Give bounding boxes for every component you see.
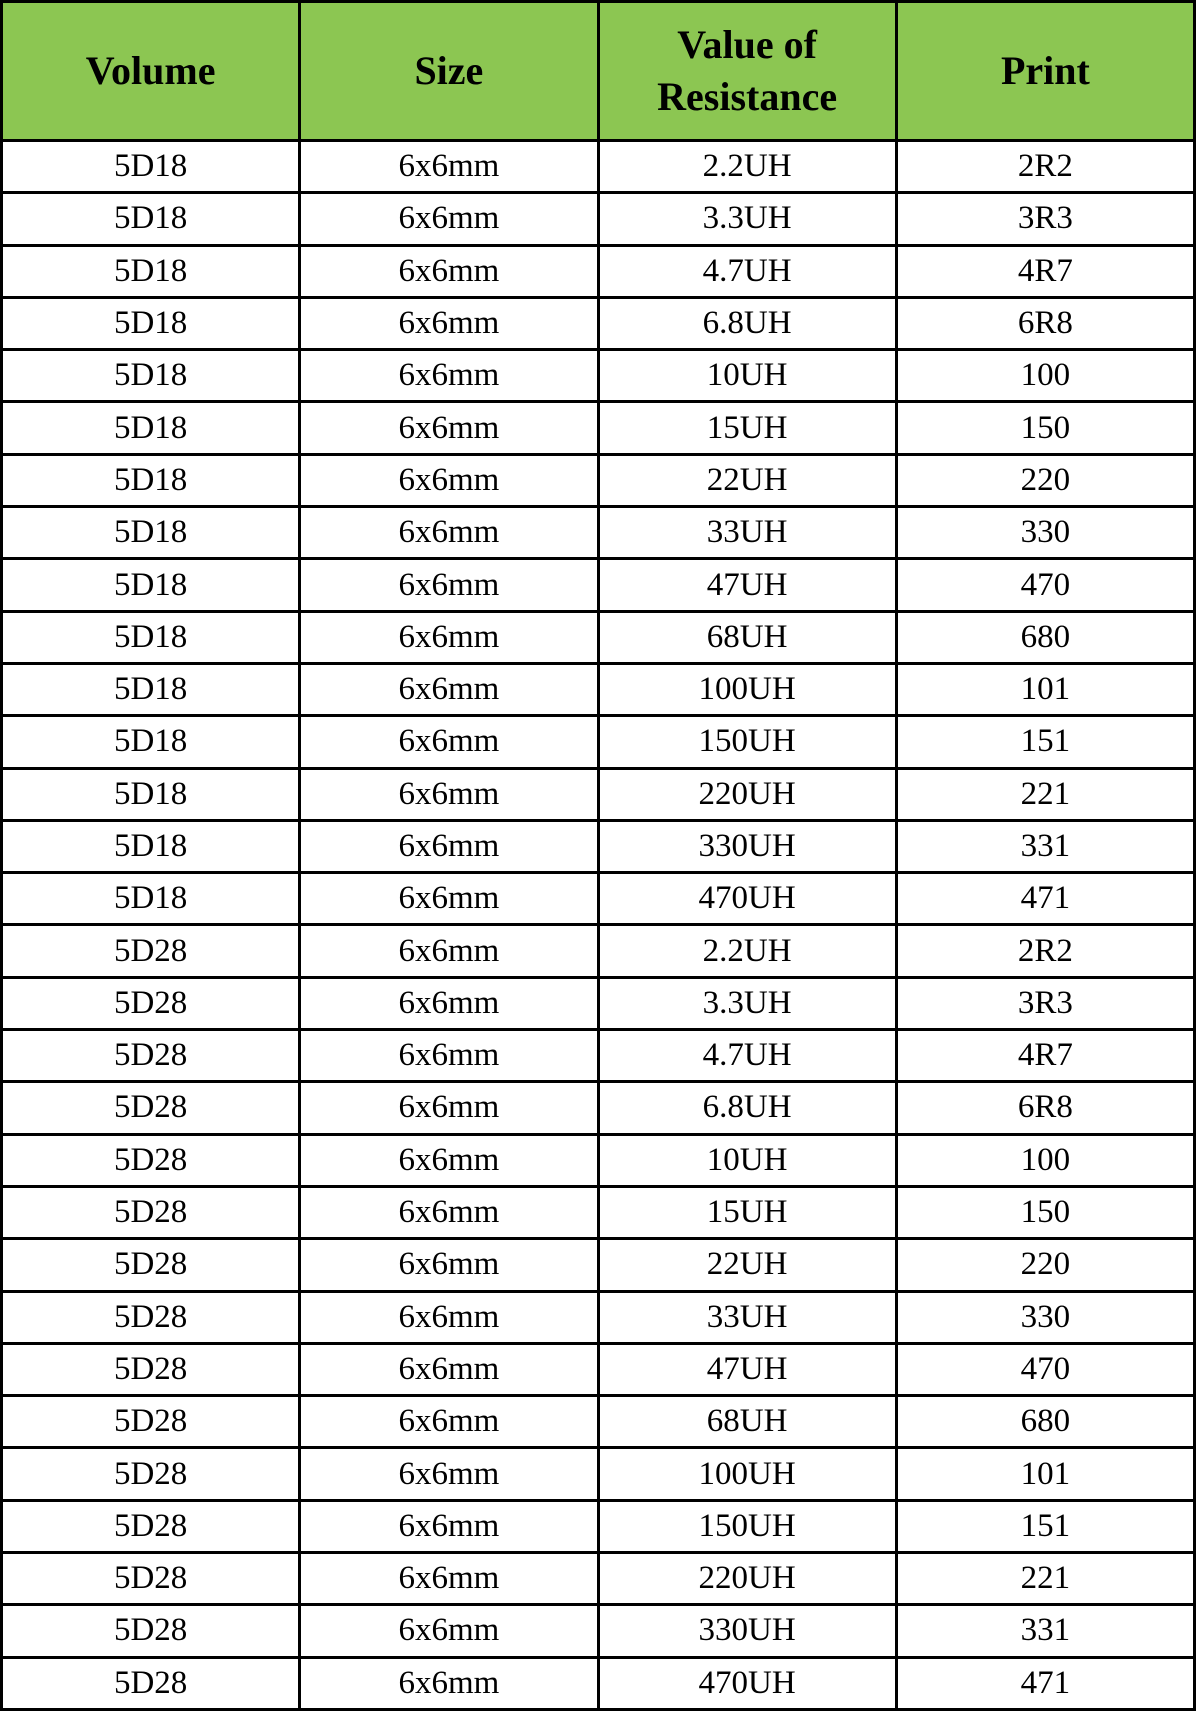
table-cell: 5D28	[2, 1605, 300, 1657]
table-cell: 220	[896, 1239, 1194, 1291]
table-cell: 4.7UH	[598, 245, 896, 297]
table-cell: 6x6mm	[300, 1343, 598, 1395]
table-row	[2, 1030, 1195, 1082]
table-cell: 331	[896, 1605, 1194, 1657]
table-cell: 101	[896, 1448, 1194, 1500]
table-cell: 6x6mm	[300, 141, 598, 193]
table-row	[2, 977, 1195, 1029]
table-cell: 5D18	[2, 559, 300, 611]
table-cell: 5D18	[2, 350, 300, 402]
table-cell: 6x6mm	[300, 611, 598, 663]
header-size: Size	[300, 2, 598, 141]
table-body	[2, 141, 1195, 1710]
table-cell: 5D18	[2, 820, 300, 872]
table-cell: 6x6mm	[300, 1605, 598, 1657]
table-cell: 5D28	[2, 925, 300, 977]
table-cell: 471	[896, 1657, 1194, 1709]
table-cell: 151	[896, 716, 1194, 768]
table-cell: 33UH	[598, 1291, 896, 1343]
table-cell: 6x6mm	[300, 559, 598, 611]
table-cell: 6x6mm	[300, 402, 598, 454]
table-cell: 47UH	[598, 1343, 896, 1395]
table-cell: 2R2	[896, 925, 1194, 977]
table-row	[2, 1186, 1195, 1238]
table-cell: 2.2UH	[598, 141, 896, 193]
table-cell: 220	[896, 454, 1194, 506]
table-cell: 6x6mm	[300, 716, 598, 768]
table-cell: 5D28	[2, 1134, 300, 1186]
header-print: Print	[896, 2, 1194, 141]
table-cell: 5D18	[2, 611, 300, 663]
table-row	[2, 820, 1195, 872]
table-cell: 5D28	[2, 1396, 300, 1448]
table-cell: 5D18	[2, 507, 300, 559]
table-cell: 10UH	[598, 1134, 896, 1186]
table-cell: 6R8	[896, 1082, 1194, 1134]
table-row	[2, 1343, 1195, 1395]
table-cell: 5D28	[2, 977, 300, 1029]
table-row	[2, 559, 1195, 611]
table-row	[2, 297, 1195, 349]
table-cell: 4R7	[896, 245, 1194, 297]
table-cell: 2R2	[896, 141, 1194, 193]
table-row	[2, 245, 1195, 297]
table-cell: 5D18	[2, 141, 300, 193]
table-cell: 6x6mm	[300, 1186, 598, 1238]
table-cell: 6x6mm	[300, 193, 598, 245]
table-cell: 6x6mm	[300, 245, 598, 297]
table-row	[2, 1396, 1195, 1448]
table-cell: 220UH	[598, 1553, 896, 1605]
table-cell: 6x6mm	[300, 1396, 598, 1448]
table-cell: 5D18	[2, 297, 300, 349]
table-cell: 5D28	[2, 1291, 300, 1343]
table-cell: 221	[896, 1553, 1194, 1605]
table-cell: 6x6mm	[300, 1291, 598, 1343]
table-row	[2, 925, 1195, 977]
table-row	[2, 1134, 1195, 1186]
table-cell: 6x6mm	[300, 297, 598, 349]
table-cell: 5D18	[2, 663, 300, 715]
table-cell: 3R3	[896, 977, 1194, 1029]
table-cell: 5D18	[2, 245, 300, 297]
table-cell: 33UH	[598, 507, 896, 559]
table-cell: 47UH	[598, 559, 896, 611]
table-cell: 6x6mm	[300, 1239, 598, 1291]
table-row	[2, 141, 1195, 193]
table-cell: 330UH	[598, 820, 896, 872]
table-cell: 15UH	[598, 402, 896, 454]
table-cell: 6x6mm	[300, 768, 598, 820]
table-cell: 5D28	[2, 1343, 300, 1395]
table-cell: 5D28	[2, 1082, 300, 1134]
table-cell: 10UH	[598, 350, 896, 402]
table-cell: 6x6mm	[300, 925, 598, 977]
table-cell: 5D28	[2, 1553, 300, 1605]
header-volume: Volume	[2, 2, 300, 141]
table-cell: 470	[896, 1343, 1194, 1395]
table-row	[2, 1657, 1195, 1709]
table-cell: 330	[896, 507, 1194, 559]
table-row	[2, 663, 1195, 715]
table-cell: 220UH	[598, 768, 896, 820]
table-cell: 6x6mm	[300, 1030, 598, 1082]
table-row	[2, 193, 1195, 245]
table-cell: 6x6mm	[300, 1082, 598, 1134]
table-row	[2, 454, 1195, 506]
table-row	[2, 507, 1195, 559]
table-cell: 5D18	[2, 193, 300, 245]
table-cell: 470UH	[598, 873, 896, 925]
table-cell: 5D18	[2, 768, 300, 820]
table-cell: 221	[896, 768, 1194, 820]
table-cell: 5D28	[2, 1500, 300, 1552]
table-cell: 5D18	[2, 402, 300, 454]
table-cell: 680	[896, 1396, 1194, 1448]
table-cell: 4R7	[896, 1030, 1194, 1082]
header-value-of-resistance: Value of Resistance	[598, 2, 896, 141]
table-row	[2, 1291, 1195, 1343]
table-row	[2, 716, 1195, 768]
table-cell: 6.8UH	[598, 297, 896, 349]
table-row	[2, 1239, 1195, 1291]
table-row	[2, 350, 1195, 402]
table-cell: 6x6mm	[300, 1553, 598, 1605]
table-cell: 470	[896, 559, 1194, 611]
table-cell: 15UH	[598, 1186, 896, 1238]
table-cell: 6x6mm	[300, 507, 598, 559]
table-cell: 5D18	[2, 716, 300, 768]
table-cell: 680	[896, 611, 1194, 663]
table-cell: 5D18	[2, 873, 300, 925]
table-cell: 6x6mm	[300, 873, 598, 925]
table-cell: 6.8UH	[598, 1082, 896, 1134]
table-cell: 100	[896, 350, 1194, 402]
table-cell: 6R8	[896, 297, 1194, 349]
table-cell: 6x6mm	[300, 1657, 598, 1709]
table-cell: 470UH	[598, 1657, 896, 1709]
table-cell: 3R3	[896, 193, 1194, 245]
header-row	[2, 2, 1195, 141]
table-cell: 330	[896, 1291, 1194, 1343]
table-cell: 3.3UH	[598, 193, 896, 245]
table-cell: 22UH	[598, 454, 896, 506]
table-cell: 5D28	[2, 1030, 300, 1082]
table-cell: 6x6mm	[300, 1500, 598, 1552]
table-cell: 6x6mm	[300, 350, 598, 402]
table-row	[2, 1448, 1195, 1500]
table-cell: 6x6mm	[300, 663, 598, 715]
table-cell: 150UH	[598, 716, 896, 768]
table-cell: 22UH	[598, 1239, 896, 1291]
table-cell: 6x6mm	[300, 977, 598, 1029]
table-cell: 5D18	[2, 454, 300, 506]
table-cell: 6x6mm	[300, 820, 598, 872]
table-cell: 100UH	[598, 1448, 896, 1500]
table-row	[2, 611, 1195, 663]
table-cell: 3.3UH	[598, 977, 896, 1029]
table-cell: 6x6mm	[300, 454, 598, 506]
table-row	[2, 1500, 1195, 1552]
table-cell: 331	[896, 820, 1194, 872]
table-row	[2, 1605, 1195, 1657]
table-cell: 4.7UH	[598, 1030, 896, 1082]
table-row	[2, 873, 1195, 925]
table-cell: 150	[896, 402, 1194, 454]
table-cell: 471	[896, 873, 1194, 925]
table-cell: 101	[896, 663, 1194, 715]
table-row	[2, 402, 1195, 454]
table-cell: 5D28	[2, 1186, 300, 1238]
table-cell: 5D28	[2, 1448, 300, 1500]
table-cell: 150	[896, 1186, 1194, 1238]
table-row	[2, 1553, 1195, 1605]
table-cell: 100	[896, 1134, 1194, 1186]
table-cell: 6x6mm	[300, 1448, 598, 1500]
table-cell: 5D28	[2, 1239, 300, 1291]
table-cell: 330UH	[598, 1605, 896, 1657]
table-cell: 6x6mm	[300, 1134, 598, 1186]
table-cell: 150UH	[598, 1500, 896, 1552]
table-cell: 5D28	[2, 1657, 300, 1709]
table-cell: 68UH	[598, 1396, 896, 1448]
table-cell: 68UH	[598, 611, 896, 663]
table-row	[2, 768, 1195, 820]
table-cell: 151	[896, 1500, 1194, 1552]
table-cell: 100UH	[598, 663, 896, 715]
table-row	[2, 1082, 1195, 1134]
table-cell: 2.2UH	[598, 925, 896, 977]
